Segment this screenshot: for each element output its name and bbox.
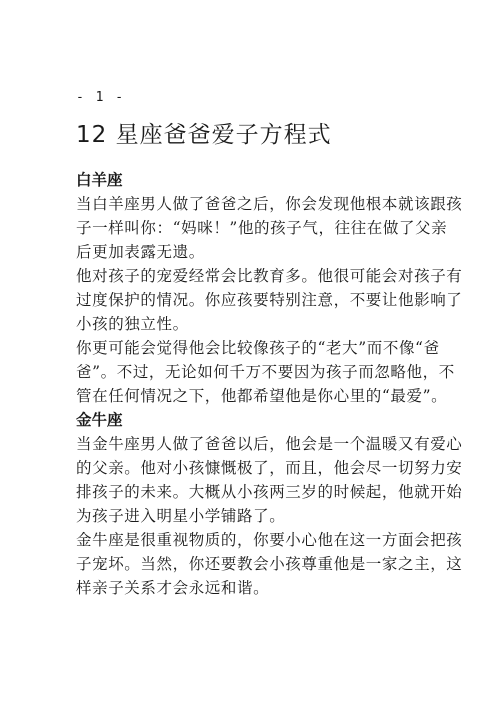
text-line: 金牛座是很重视物质的，你要小心他在这一方面会把孩 bbox=[76, 531, 463, 549]
text-line: 当金牛座男人做了爸爸以后，他会是一个温暖又有爱心 bbox=[76, 435, 463, 453]
text-line: 排孩子的未来。大概从小孩两三岁的时候起，他就开始 bbox=[76, 483, 463, 501]
text-line: 你更可能会觉得他会比较像孩子的“老大”而不像“爸 bbox=[76, 339, 440, 357]
section-heading-taurus: 金牛座 bbox=[76, 410, 123, 429]
paragraph bbox=[76, 192, 463, 264]
text-line: 后更加表露无遗。 bbox=[76, 243, 205, 261]
page-number: - 1 - bbox=[76, 90, 126, 105]
text-line: 当白羊座男人做了爸爸之后，你会发现他根本就该跟孩 bbox=[76, 195, 463, 213]
text-line: 他对孩子的宠爱经常会比教育多。他很可能会对孩子有 bbox=[76, 267, 463, 285]
text-line: 样亲子关系才会永远和谐。 bbox=[76, 579, 270, 597]
text-line: 为孩子进入明星小学铺路了。 bbox=[76, 507, 286, 525]
text-line: 过度保护的情况。你应孩要特别注意，不要让他影响了 bbox=[76, 291, 463, 309]
paragraph bbox=[76, 528, 463, 600]
section-heading-aries: 白羊座 bbox=[76, 170, 123, 189]
text-line: 小孩的独立性。 bbox=[76, 315, 189, 333]
paragraph bbox=[76, 336, 455, 408]
text-line: 子宠坏。当然，你还要教会小孩尊重他是一家之主，这 bbox=[76, 555, 463, 573]
text-line: 爸”。不过，无论如何千万不要因为孩子而忽略他，不 bbox=[76, 363, 455, 381]
paragraph bbox=[76, 432, 463, 528]
text-line: 的父亲。他对小孩慷慨极了，而且，他会尽一切努力安 bbox=[76, 459, 463, 477]
document-body bbox=[76, 168, 463, 600]
text-line: 子一样叫你：“妈咪！”他的孩子气，往往在做了父亲 bbox=[76, 219, 448, 237]
paragraph bbox=[76, 264, 463, 336]
text-line: 管在任何情况之下，他都希望他是你心里的“最爱”。 bbox=[76, 387, 448, 405]
page-title: 12 星座爸爸爱子方程式 bbox=[76, 122, 332, 148]
